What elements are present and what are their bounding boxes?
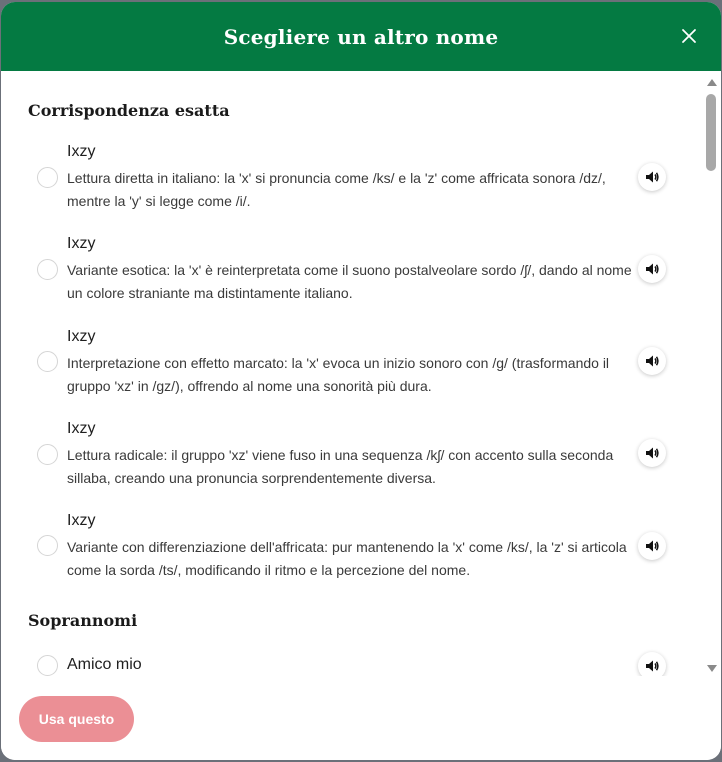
option-name: Ixzy	[67, 420, 96, 437]
play-pronunciation-button[interactable]	[638, 347, 666, 375]
radio-button[interactable]	[37, 535, 58, 556]
option-exact-1[interactable]	[28, 143, 678, 215]
option-description: Lettura diretta in italiano: la 'x' si pronuncia come /ks/ e la 'z' come affricata sonora /dz/, mentre la 'y' si legge come /i/.	[67, 170, 606, 209]
use-this-button[interactable]: Usa questo	[19, 696, 134, 742]
section-title-exact-match: Corrispondenza esatta	[28, 101, 230, 120]
scroll-down-arrow-icon[interactable]	[707, 665, 717, 672]
option-name: Ixzy	[67, 235, 96, 252]
name-picker-dialog	[1, 2, 721, 760]
option-nickname-1[interactable]	[28, 654, 678, 676]
speaker-icon	[644, 538, 660, 554]
radio-button[interactable]	[37, 167, 58, 188]
option-exact-4[interactable]	[28, 420, 678, 492]
option-name: Ixzy	[67, 328, 96, 345]
radio-button[interactable]	[37, 444, 58, 465]
option-description: Lettura radicale: il gruppo 'xz' viene fuso in una sequenza /kʃ/ con accento sulla seconda sillaba, creando una pronuncia sorprendentemente diversa.	[67, 447, 614, 486]
play-pronunciation-button[interactable]	[638, 439, 666, 467]
dialog-footer	[1, 676, 721, 760]
option-description: Variante con differenziazione dell'affricata: pur mantenendo la 'x' come /ks/, la 'z' si articola come la sorda /ts/, modificando il ritmo e la percezione del nome.	[67, 539, 627, 578]
speaker-icon	[644, 353, 660, 369]
speaker-icon	[644, 658, 660, 674]
play-pronunciation-button[interactable]	[638, 255, 666, 283]
option-name: Ixzy	[67, 143, 96, 160]
option-exact-2[interactable]	[28, 235, 678, 307]
close-icon	[677, 24, 701, 48]
play-pronunciation-button[interactable]	[638, 163, 666, 191]
option-name: Amico mio	[67, 656, 142, 673]
radio-button[interactable]	[37, 351, 58, 372]
option-name: Ixzy	[67, 512, 96, 529]
scroll-thumb[interactable]	[706, 94, 716, 171]
radio-button[interactable]	[37, 259, 58, 280]
speaker-icon	[644, 169, 660, 185]
dialog-title: Scegliere un altro nome	[223, 24, 499, 49]
vertical-scrollbar[interactable]	[704, 74, 718, 677]
section-title-nicknames: Soprannomi	[28, 611, 138, 630]
option-description: Variante esotica: la 'x' è reinterpretata come il suono postalveolare sordo /ʃ/, dando al nome un colore straniante ma distintamente italiano.	[67, 262, 632, 301]
close-button[interactable]	[677, 24, 701, 48]
play-pronunciation-button[interactable]	[638, 652, 666, 676]
option-exact-5[interactable]	[28, 512, 678, 584]
speaker-icon	[644, 445, 660, 461]
option-description: Interpretazione con effetto marcato: la 'x' evoca un inizio sonoro con /g/ (trasformando il gruppo 'xz' in /gz/), offrendo al nome una sonorità più dura.	[67, 355, 610, 394]
dialog-body	[1, 71, 721, 676]
speaker-icon	[644, 261, 660, 277]
dialog-header	[1, 2, 721, 71]
play-pronunciation-button[interactable]	[638, 532, 666, 560]
option-exact-3[interactable]	[28, 328, 678, 400]
radio-button[interactable]	[37, 655, 58, 676]
scroll-up-arrow-icon[interactable]	[707, 79, 717, 86]
